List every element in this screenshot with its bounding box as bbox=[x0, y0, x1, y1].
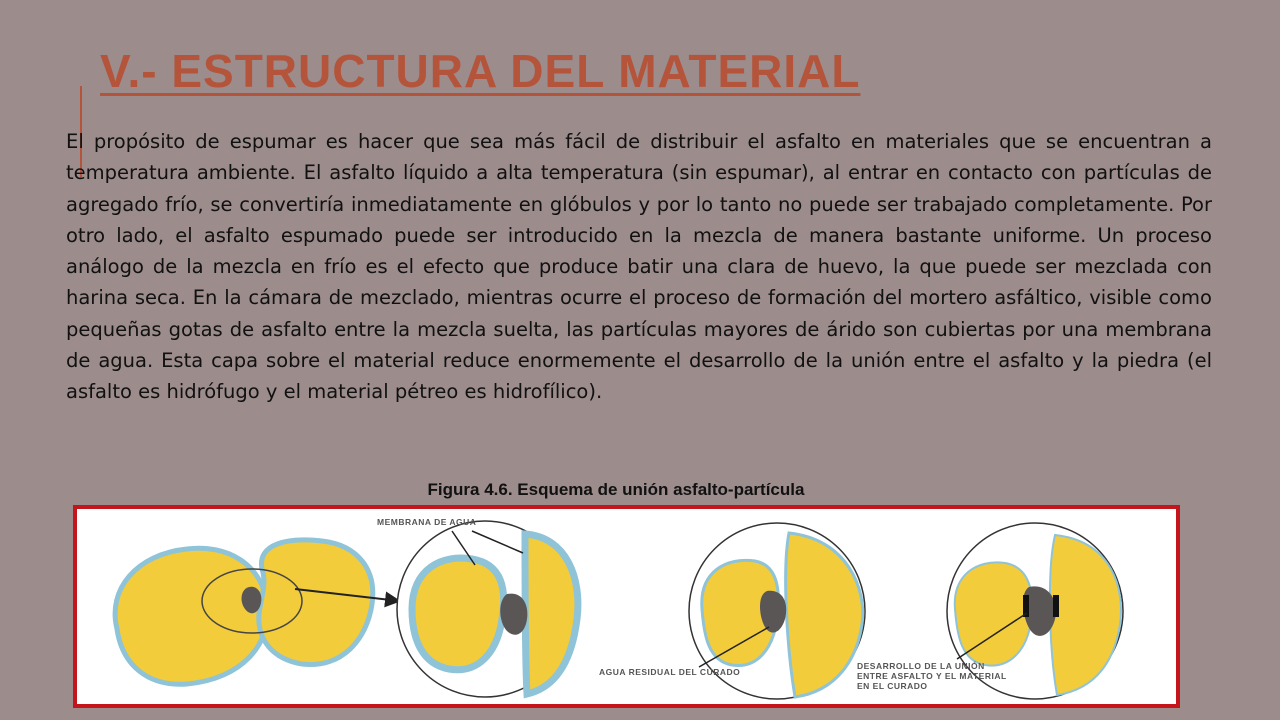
stage2-right-particle bbox=[525, 534, 578, 694]
stage3-right-particle bbox=[786, 533, 863, 697]
label-membrana-de-agua: MEMBRANA DE AGUA bbox=[377, 517, 477, 527]
stage1-right-particle bbox=[259, 540, 373, 665]
stage4-left-particle bbox=[955, 562, 1032, 665]
stage2-left-particle bbox=[412, 558, 504, 670]
figure-caption: Figura 4.6. Esquema de unión asfalto-partícula bbox=[427, 480, 805, 499]
stage-2-water-membrane bbox=[397, 521, 578, 697]
label-agua-residual: AGUA RESIDUAL DEL CURADO bbox=[599, 667, 741, 677]
slide-title: V.- ESTRUCTURA DEL MATERIAL bbox=[100, 45, 861, 97]
stage-1-particles bbox=[115, 540, 399, 684]
body-paragraph: El propósito de espumar es hacer que sea más fácil de distribuir el asfalto en materiales que se encuentran a temperatura ambiente. El asfalto líquido a alta temperatura (sin espumar), al entrar en contacto con partículas de agregado frío, se convertiría inmediatamente en glóbulos y por lo tanto no puede ser trabajado completamente. Por otro lado, el asfalto espumado puede ser introducido en la mezcla de manera bastante uniforme. Un proceso análogo de la mezcla en frío es el efecto que produce batir una clara de huevo, la que puede ser mezclada con harina seca. En la cámara de mezclado, mientras ocurre el proceso de formación del mortero asfáltico, visible como pequeñas gotas de asfalto entre la mezcla suelta, las partículas mayores de árido son cubiertas por una membrana de agua. Esta capa sobre el material reduce enormemente el desarrollo de la unión entre el asfalto y la piedra (el asfalto es hidrófugo y el material pétreo es hidrofílico). bbox=[66, 130, 1212, 404]
stage4-right-particle bbox=[1050, 535, 1121, 695]
label-desarrollo-union: DESARROLLO DE LA UNIÓN ENTRE ASFALTO Y EL MATERIAL EN EL CURADO bbox=[857, 661, 1007, 691]
figure-frame bbox=[73, 505, 1180, 708]
stage4-bond-right bbox=[1053, 595, 1059, 617]
